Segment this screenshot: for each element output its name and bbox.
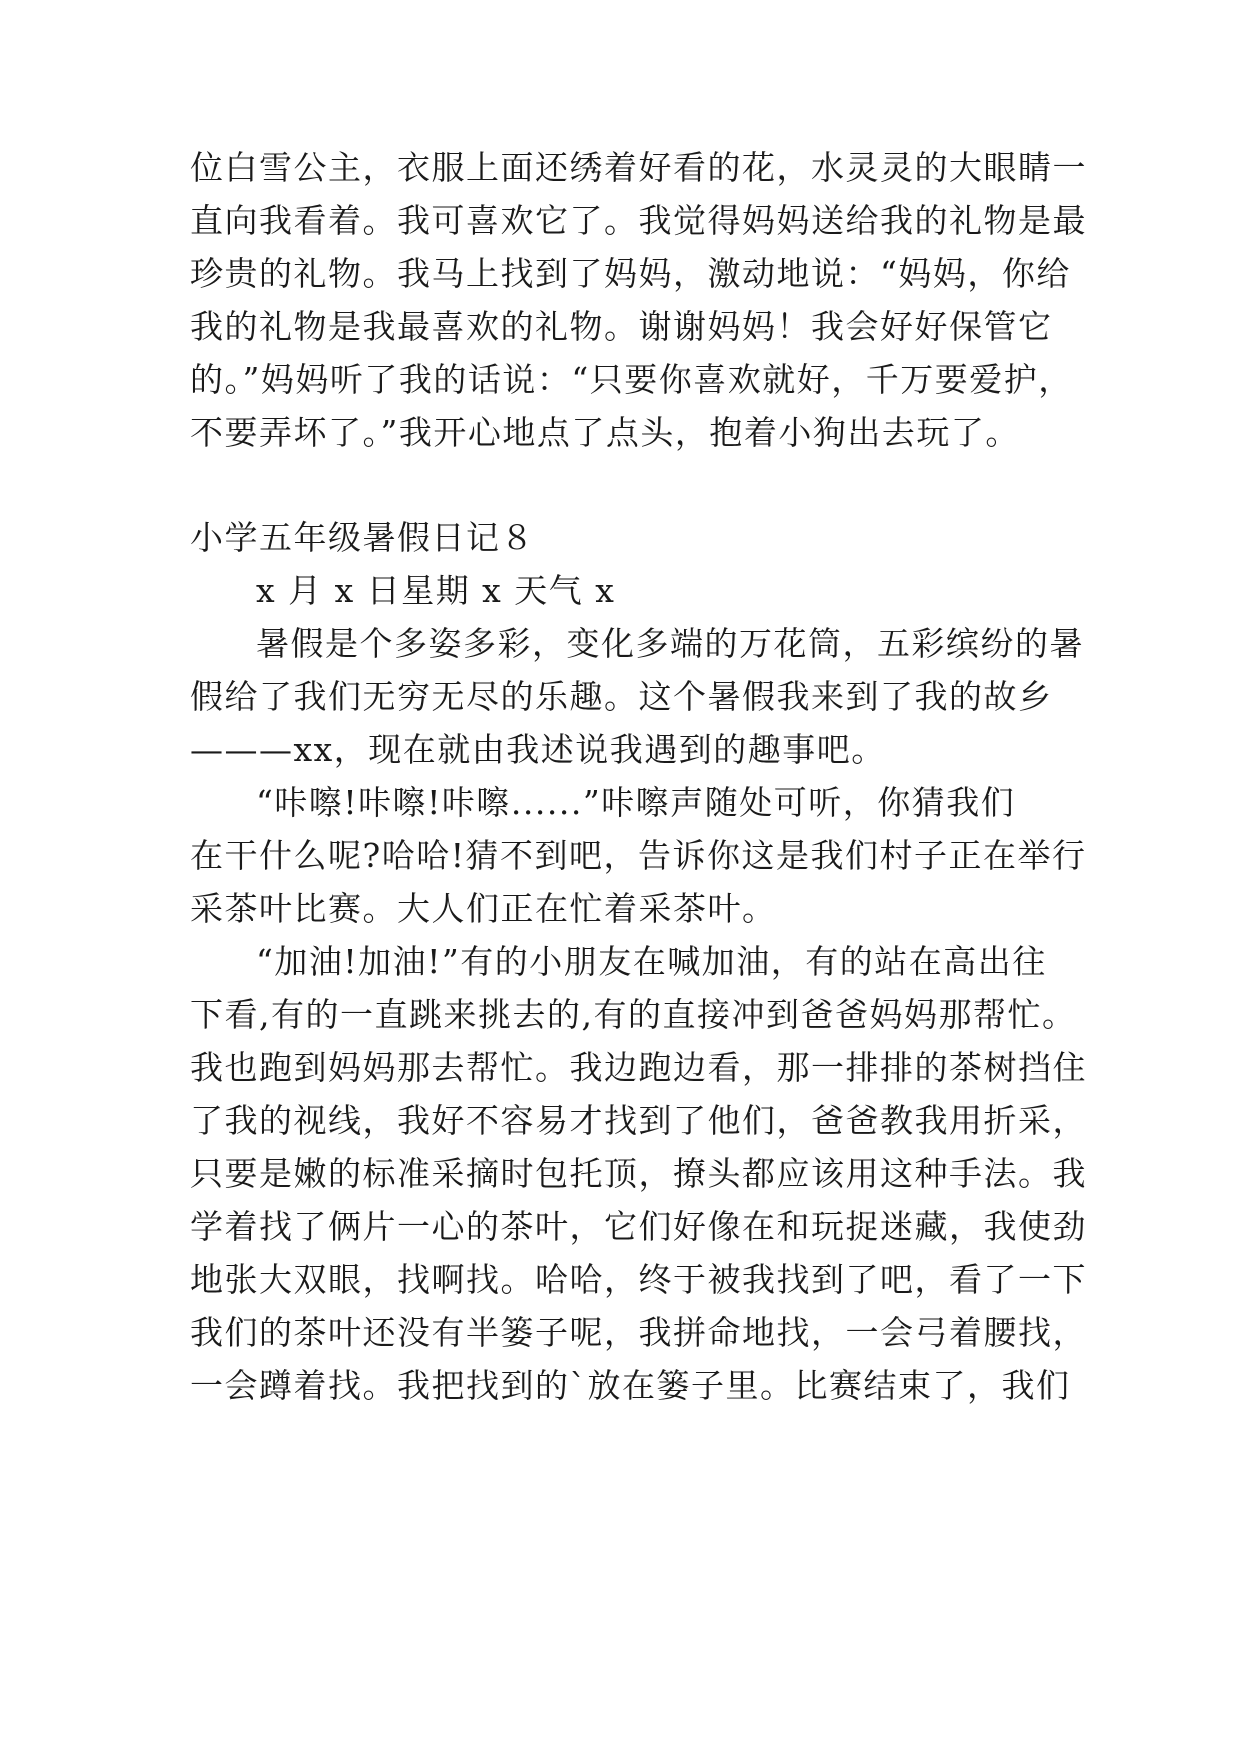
text-line: 不要弄坏了。”我开心地点了点头，抱着小狗出去玩了。 xyxy=(190,413,1020,452)
text-line: 暑假是个多姿多彩，变化多端的万花筒，五彩缤纷的暑 xyxy=(256,624,1084,663)
date-line: x 月 x 日星期 x 天气 x xyxy=(256,571,616,610)
text-line: “加油!加油!”有的小朋友在喊加油，有的站在高出往 xyxy=(256,942,1047,981)
text-line: 一会蹲着找。我把找到的`放在篓子里。比赛结束了，我们 xyxy=(190,1366,1071,1405)
text-line: 假给了我们无穷无尽的乐趣。这个暑假我来到了我的故乡 xyxy=(190,677,1053,716)
text-line: 学着找了俩片一心的茶叶，它们好像在和玩捉迷藏，我使劲 xyxy=(190,1207,1087,1246)
text-line: ———xx，现在就由我述说我遇到的趣事吧。 xyxy=(190,730,886,769)
text-line: 在干什么呢?哈哈!猜不到吧，告诉你这是我们村子正在举行 xyxy=(190,836,1087,875)
text-line: 下看,有的一直跳来挑去的,有的直接冲到爸爸妈妈那帮忙。 xyxy=(190,995,1077,1034)
text-line: 我也跑到妈妈那去帮忙。我边跑边看，那一排排的茶树挡住 xyxy=(190,1048,1087,1087)
text-line: 珍贵的礼物。我马上找到了妈妈，激动地说：“妈妈，你给 xyxy=(190,254,1071,293)
section-title: 小学五年级暑假日记８ xyxy=(190,518,535,557)
text-line: 了我的视线，我好不容易才找到了他们，爸爸教我用折采， xyxy=(190,1101,1087,1140)
text-line: 直向我看着。我可喜欢它了。我觉得妈妈送给我的礼物是最 xyxy=(190,201,1087,240)
text-line: 地张大双眼，找啊找。哈哈，终于被我找到了吧，看了一下 xyxy=(190,1260,1087,1299)
text-line: 采茶叶比赛。大人们正在忙着采茶叶。 xyxy=(190,889,777,928)
text-line: 的。”妈妈听了我的话说：“只要你喜欢就好，千万要爱护， xyxy=(190,360,1073,399)
text-line: 我们的茶叶还没有半篓子呢，我拼命地找，一会弓着腰找， xyxy=(190,1313,1087,1352)
text-line: 只要是嫩的标准采摘时包托顶，撩头都应该用这种手法。我 xyxy=(190,1154,1087,1193)
text-line: “咔嚓!咔嚓!咔嚓......”咔嚓声随处可听，你猜我们 xyxy=(256,783,1016,822)
text-line: 位白雪公主，衣服上面还绣着好看的花，水灵灵的大眼睛一 xyxy=(190,148,1087,187)
text-line: 我的礼物是我最喜欢的礼物。谢谢妈妈！我会好好保管它 xyxy=(190,307,1053,346)
